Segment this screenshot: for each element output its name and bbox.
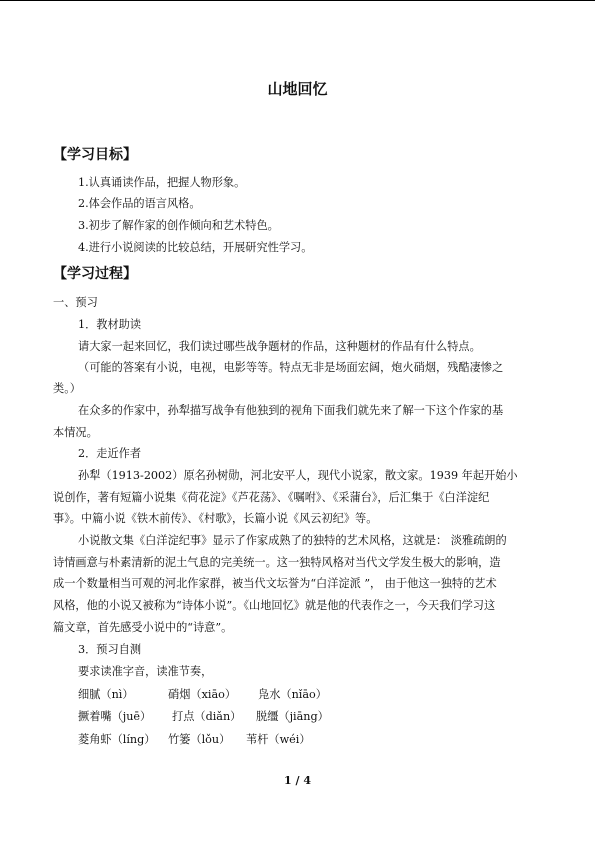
pinyin-item: 打点（diǎn） <box>172 710 242 723</box>
pinyin-item: 菱角虾（líng） <box>78 733 156 746</box>
page-number: 1 / 4 <box>284 774 311 787</box>
goal-item: 2.体会作品的语言风格。 <box>78 197 201 210</box>
paragraph: 本情况。 <box>53 426 98 439</box>
paragraph: 说创作，著有短篇小说集《荷花淀》《芦花荡》、《嘱咐》、《采蒲台》，后汇集于《白洋淀纪 <box>53 491 490 504</box>
page-title: 山地回忆 <box>267 80 328 98</box>
pinyin-item: 苇杆（wéi） <box>246 733 311 746</box>
sub-heading-self-test: 3．预习自测 <box>78 643 142 656</box>
paragraph: 类。） <box>53 382 81 395</box>
goal-item: 1.认真诵读作品，把握人物形象。 <box>78 176 246 189</box>
paragraph: 篇文章，首先感受小说中的“诗意”。 <box>53 621 233 634</box>
pinyin-row <box>78 733 311 747</box>
paragraph: 成一个数量相当可观的河北作家群，被当代文坛誉为“白洋淀派 ”， 由于他这一独特的艺术 <box>53 577 497 590</box>
pinyin-row <box>78 710 329 724</box>
page-top-border <box>0 0 595 1</box>
goal-item: 4.进行小说阅读的比较总结，开展研究性学习。 <box>78 241 313 254</box>
pinyin-item: 脱缰（jiāng） <box>256 710 329 723</box>
goal-item: 3.初步了解作家的创作倾向和艺术特色。 <box>78 219 279 232</box>
process-heading: 【学习过程】 <box>53 266 137 282</box>
pinyin-item: 凫水（nǐāo） <box>258 688 327 701</box>
sub-heading-material: 1．教材助读 <box>78 318 142 331</box>
paragraph: 在众多的作家中，孙犁描写战争有他独到的视角下面我们就先来了解一下这个作家的基 <box>78 404 504 417</box>
goals-heading: 【学习目标】 <box>53 147 137 163</box>
paragraph: 诗情画意与朴素清新的泥土气息的完美统一。这一独特风格对当代文学发生极大的影响，造 <box>53 556 501 569</box>
pinyin-item: 竹篓（lǒu） <box>168 733 231 746</box>
paragraph: 要求读准字音，读准节奏， <box>78 665 213 678</box>
paragraph: （可能的答案有小说，电视，电影等等。特点无非是场面宏阔，炮火硝烟，残酷凄惨之 <box>78 361 504 374</box>
pinyin-item: 硝烟（xiāo） <box>168 688 237 701</box>
part-preview: 一、预习 <box>53 296 98 309</box>
paragraph: 孙犁（1913-2002）原名孙树勋，河北安平人，现代小说家，散文家。1939 年起开始小 <box>78 469 518 482</box>
pinyin-row <box>78 688 327 702</box>
paragraph: 事》。中篇小说《铁木前传》、《村歌》，长篇小说《风云初纪》等。 <box>53 512 378 525</box>
paragraph: 请大家一起来回忆，我们读过哪些战争题材的作品，这种题材的作品有什么特点。 <box>78 340 481 353</box>
pinyin-item: 撅着嘴（juē） <box>78 710 152 723</box>
pinyin-item: 细腻（nì） <box>78 688 134 701</box>
paragraph: 风格，他的小说又被称为“诗体小说”。《山地回忆》就是他的代表作之一，今天我们学习这 <box>53 599 496 612</box>
sub-heading-author: 2．走近作者 <box>78 447 142 460</box>
paragraph: 小说散文集《白洋淀纪事》显示了作家成熟了的独特的艺术风格，这就是： 淡雅疏朗的 <box>78 534 507 547</box>
